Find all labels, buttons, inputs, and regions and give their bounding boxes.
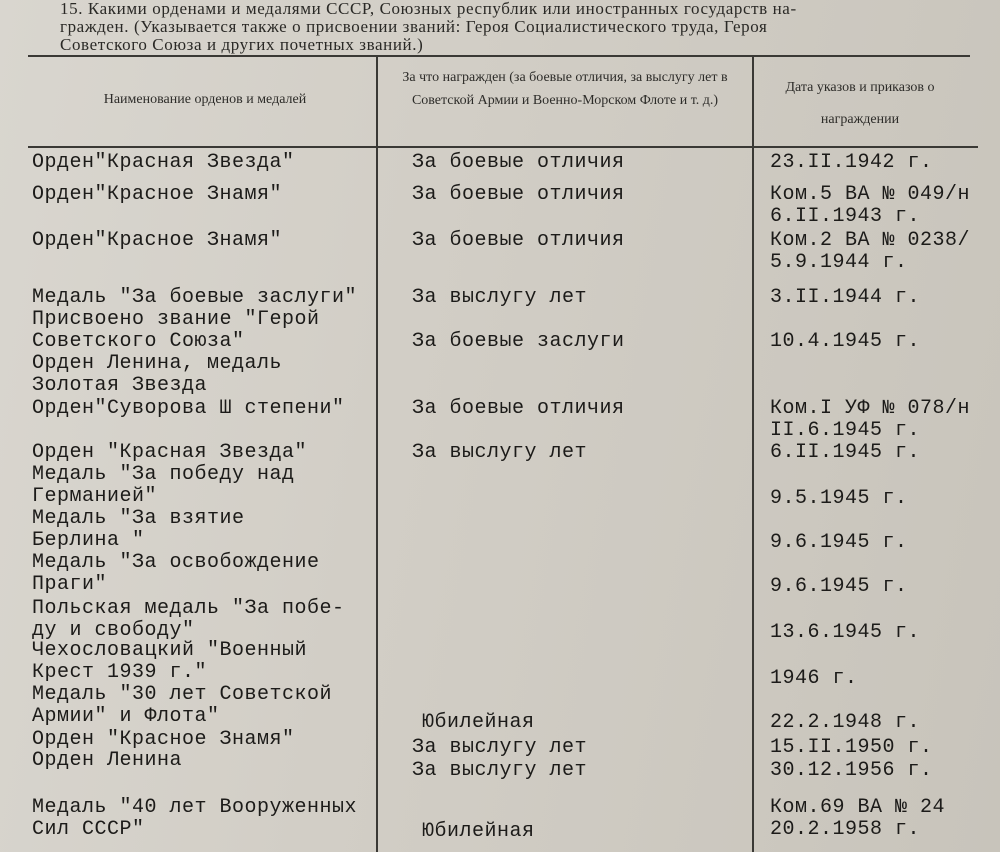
award-date: Ком.5 ВА № 049/н 6.II.1943 г. (770, 183, 971, 228)
award-date: 9.6.1945 г. (770, 575, 908, 598)
column-header-date: Дата указов и приказов о награждении (785, 80, 935, 127)
heading-line: Советского Союза и других почетных званий.) (60, 35, 424, 54)
award-name: Орден"Суворова Ш степени" (32, 397, 345, 420)
award-name: Польская медаль "За побе- ду и свободу" (32, 597, 345, 642)
award-reason: За выслугу лет (412, 759, 588, 782)
award-name: Орден"Красное Знамя" (32, 183, 283, 206)
award-name: Медаль "40 лет Вооруженных Сил СССР" (32, 796, 358, 841)
award-name: Медаль "За взятие Берлина " (32, 507, 245, 552)
award-name: Орден "Красное Знамя" (32, 728, 295, 751)
award-date: 10.4.1945 г. (770, 330, 921, 353)
award-date: 3.II.1944 г. (770, 286, 921, 309)
award-date: 1946 г. (770, 667, 858, 690)
award-date: Ком.69 ВА № 24 20.2.1958 г. (770, 796, 946, 841)
award-reason: За боевые заслуги (412, 330, 625, 353)
column-divider (752, 56, 754, 852)
award-reason: Юбилейная (422, 820, 535, 843)
award-name: Чехословацкий "Военный Крест 1939 г." (32, 639, 308, 684)
award-date: 13.6.1945 г. (770, 621, 921, 644)
column-header-reason: За что награжден (за боевые отличия, за выслугу лет в Советской Армии и Военно-Морском Флоте и т. д.) (402, 70, 728, 108)
award-date: 22.2.1948 г. (770, 711, 921, 734)
award-date: 9.6.1945 г. (770, 531, 908, 554)
table-header-rule (28, 146, 978, 148)
award-reason: За боевые отличия (412, 229, 625, 252)
award-name: Медаль "За победу над Германией" (32, 463, 295, 508)
award-name: Медаль "За боевые заслуги" (32, 286, 358, 309)
award-reason: За боевые отличия (412, 183, 625, 206)
award-name: Медаль "За освобождение Праги" (32, 551, 320, 596)
column-divider (376, 56, 378, 852)
award-date: Ком.I УФ № 078/н II.6.1945 г. (770, 397, 971, 442)
award-reason: Юбилейная (422, 711, 535, 734)
heading-line: 15. Какими орденами и медалями СССР, Союзных республик или иностранных государств на- (60, 0, 797, 18)
award-reason: За выслугу лет (412, 736, 588, 759)
award-name: Присвоено звание "Герой Советского Союза" Орден Ленина, медаль Золотая Звезда (32, 308, 320, 397)
award-reason: За выслугу лет (412, 441, 588, 464)
heading-line: гражден. (Указывается также о присвоении званий: Героя Социалистического труда, Героя (60, 17, 768, 36)
award-date: 9.5.1945 г. (770, 487, 908, 510)
award-date: 6.II.1945 г. (770, 441, 921, 464)
award-date: Ком.2 ВА № 0238/ 5.9.1944 г. (770, 229, 971, 274)
award-reason: За выслугу лет (412, 286, 588, 309)
column-header-name: Наименование орденов и медалей (103, 92, 307, 107)
award-reason: За боевые отличия (412, 397, 625, 420)
section-heading (60, 0, 980, 54)
award-name: Орден Ленина (32, 749, 183, 772)
award-name: Орден"Красная Звезда" (32, 151, 295, 174)
award-name: Медаль "30 лет Советской Армии" и Флота" (32, 683, 333, 728)
award-date: 23.II.1942 г. (770, 151, 933, 174)
award-reason: За боевые отличия (412, 151, 625, 174)
award-date: 30.12.1956 г. (770, 759, 933, 782)
award-date: 15.II.1950 г. (770, 736, 933, 759)
table-top-rule (28, 55, 970, 57)
award-name: Орден"Красное Знамя" (32, 229, 283, 252)
award-name: Орден "Красная Звезда" (32, 441, 308, 464)
